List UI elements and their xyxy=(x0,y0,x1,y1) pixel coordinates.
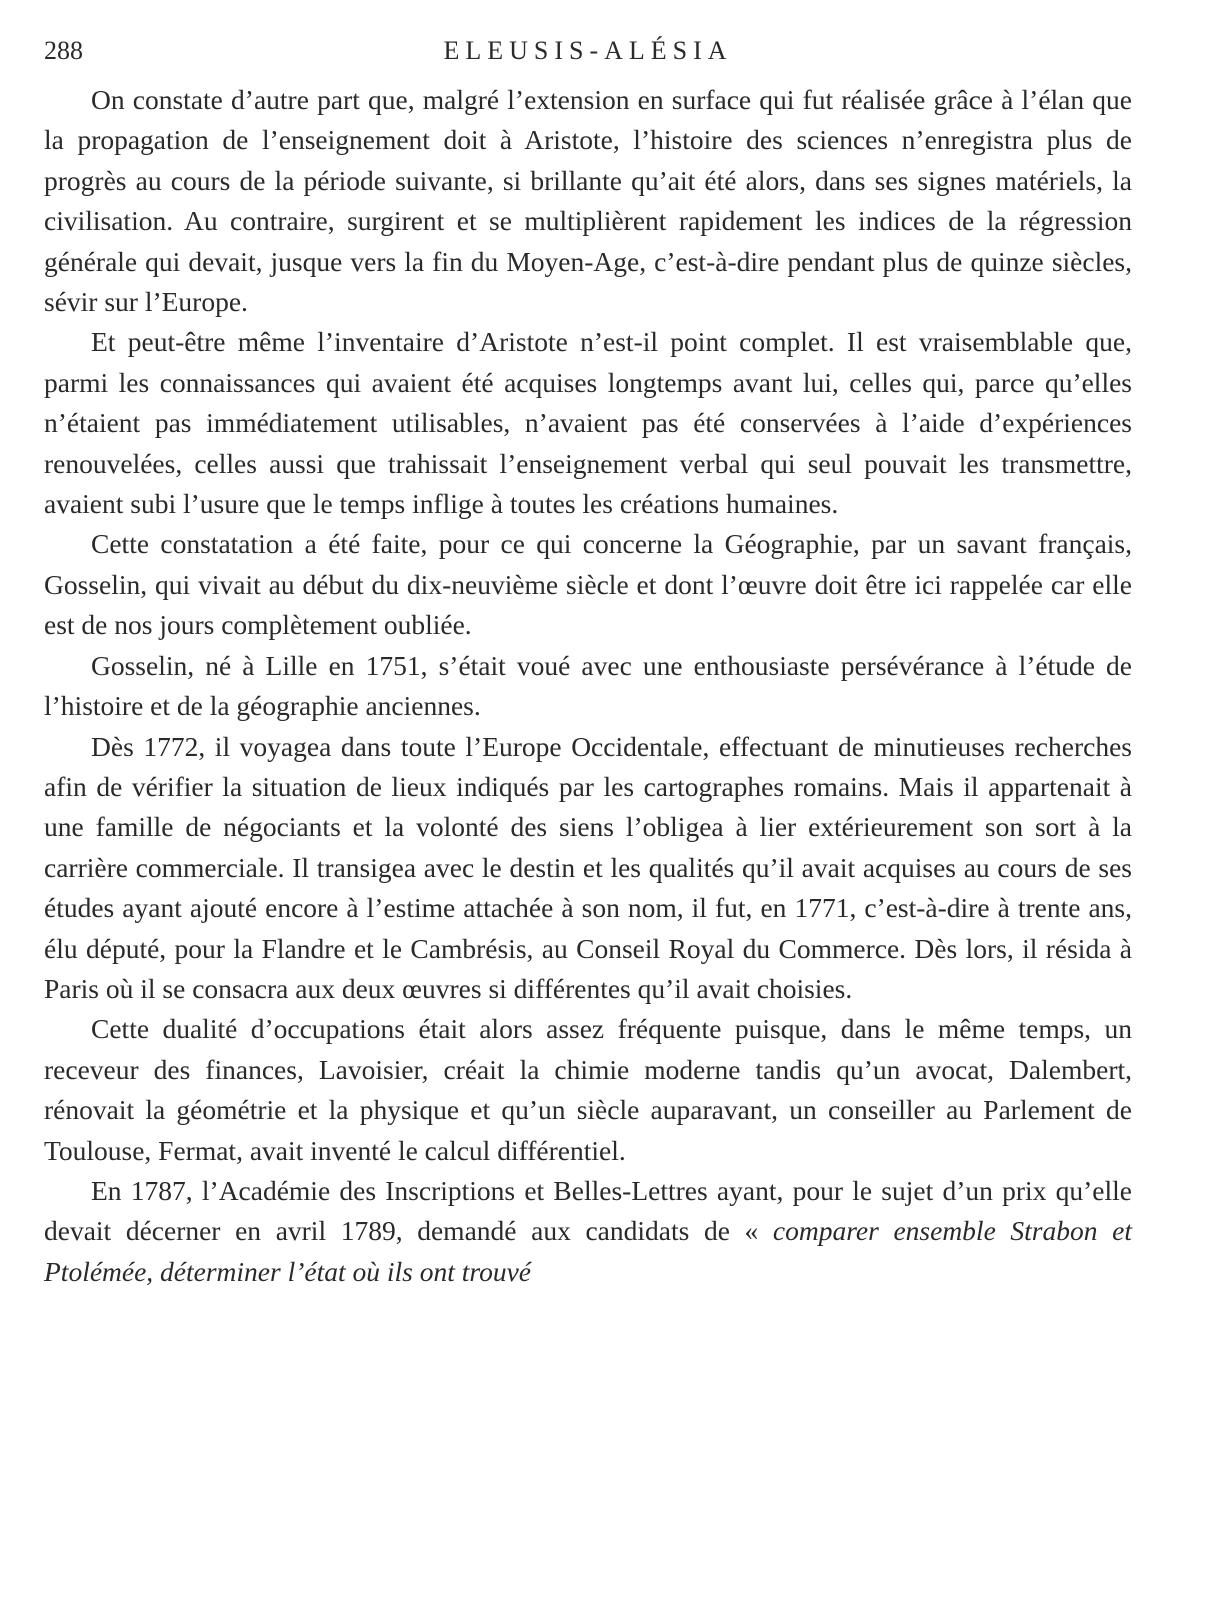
running-head xyxy=(44,30,1132,80)
paragraph-2: Et peut-être même l’inventaire d’Aristote n’est-il point complet. Il est vraisemblable que, parmi les connaissances qui avaient été acquises longtemps avant lui, celles qui, parce qu’elles n’étaient pas immédiatement utilisables, n’avaient pas été conservées à l’aide d’expériences renouvelées, celles aussi que trahissait l’enseignement verbal qui seul pouvait les transmettre, avaient subi l’usure que le temps inflige à toutes les créations humaines. xyxy=(44,326,1132,520)
paragraph-4: Gosselin, né à Lille en 1751, s’était voué avec une enthousiaste persévérance à l’étude de l’histoire et de la géographie anciennes. xyxy=(44,649,1132,722)
paragraph-7-text: En 1787, l’Académie des Inscriptions et Belles-Lettres ayant, pour le sujet d’un prix qu’elle devait décerner en avril 1789, demandé aux candidats de « xyxy=(44,1174,1132,1247)
paragraph-7-italic-quote: comparer ensemble Strabon et Ptolémée, déterminer l’état où ils ont trouvé xyxy=(44,1215,1132,1287)
paragraph-1: On constate d’autre part que, malgré l’extension en surface qui fut réalisée grâce à l’élan que la propagation de l’enseignement doit à Aristote, l’histoire des sciences n’enregistra plus de progrès au cours de la période suivante, si brillante qu’ait été alors, dans ses signes matériels, la civilisation. Au contraire, surgirent et se multiplièrent rapidement les indices de la régression générale qui devait, jusque vers la fin du Moyen-Age, c’est-à-dire pendant plus de quinze siècles, sévir sur l’Europe. xyxy=(44,84,1132,318)
paragraph-6: Cette dualité d’occupations était alors assez fréquente puisque, dans le même temps, un receveur des finances, Lavoisier, créait la chimie moderne tandis qu’un avocat, Dalembert, rénovait la géométrie et la physique et qu’un siècle auparavant, un conseiller au Parlement de Toulouse, Fermat, avait inventé le calcul différentiel. xyxy=(44,1013,1132,1166)
body-text xyxy=(44,80,1132,1292)
paragraph-5: Dès 1772, il voyagea dans toute l’Europe Occidentale, effectuant de minutieuses recherches afin de vérifier la situation de lieux indiqués par les cartographes romains. Mais il appartenait à une famille de négociants et la volonté des siens l’obligea à lier extérieurement son sort à la carrière commerciale. Il transigea avec le destin et les qualités qu’il avait acquises au cours de ses études ayant ajouté encore à l’estime attachée à son nom, il fut, en 1771, c’est-à-dire à trente ans, élu député, pour la Flandre et le Cambrésis, au Conseil Royal du Commerce. Dès lors, il résida à Paris où il se consacra aux deux œuvres si différentes qu’il avait choisies. xyxy=(44,730,1132,1004)
paragraph-3: Cette constatation a été faite, pour ce qui concerne la Géographie, par un savant français, Gosselin, qui vivait au début du dix-neuvième siècle et dont l’œuvre doit être ici rappelée car elle est de nos jours complètement oubliée. xyxy=(44,528,1132,641)
running-title: ELEUSIS-ALÉSIA xyxy=(443,36,733,65)
paragraph-7 xyxy=(44,1171,1132,1292)
document-page xyxy=(44,30,1132,1292)
page-number: 288 xyxy=(44,36,83,65)
